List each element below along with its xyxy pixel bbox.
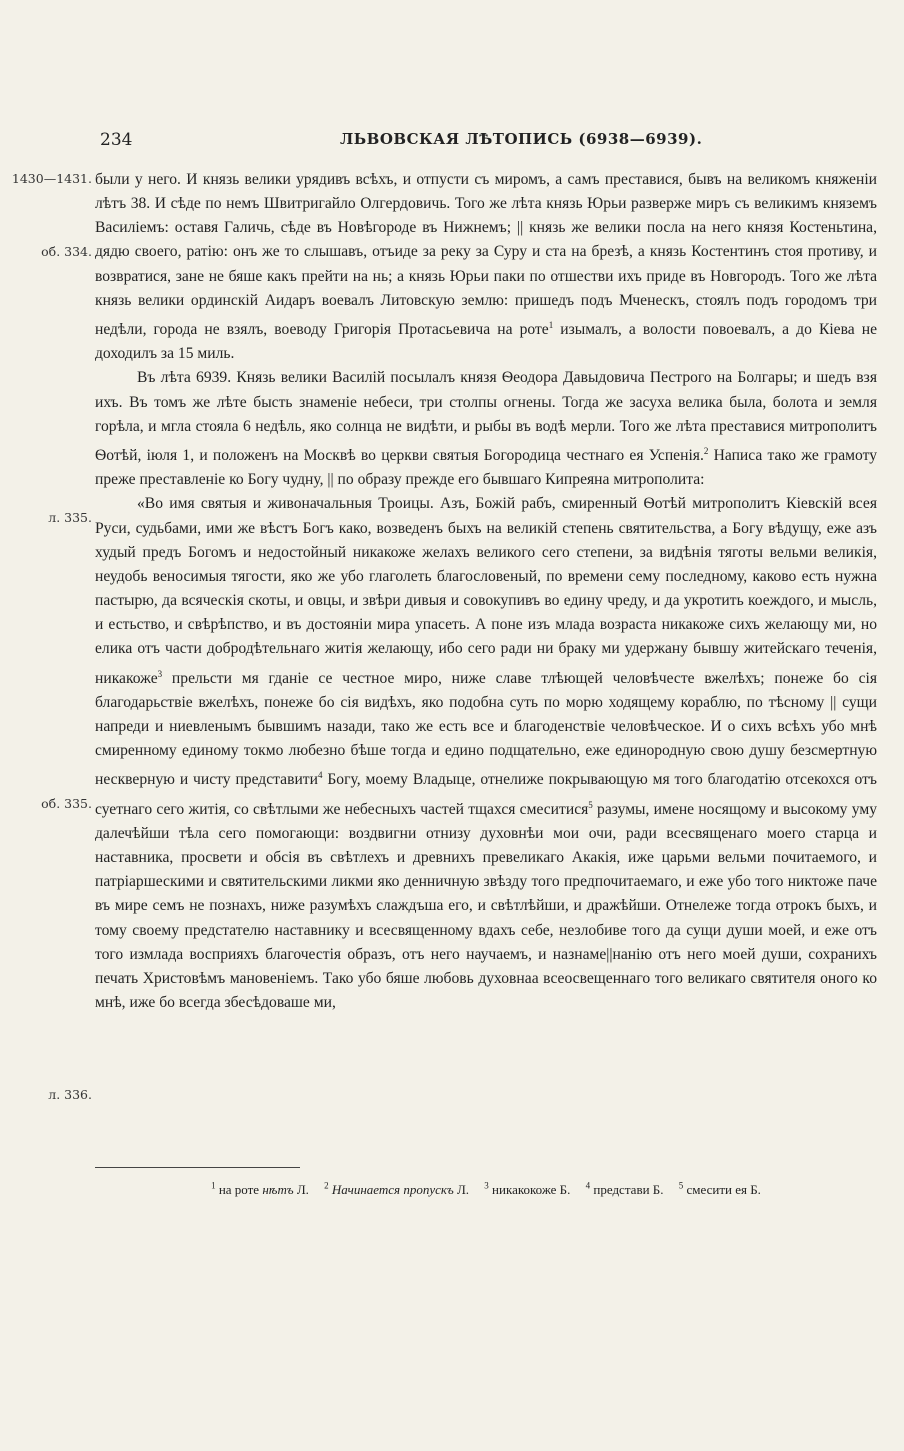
margin-folio-ob335: об. 335.	[41, 796, 92, 811]
main-text	[95, 168, 877, 1015]
footnotes	[95, 1181, 877, 1198]
footnote-2: $^2$ Начинается пропускъ Л.	[324, 1181, 470, 1198]
footnote-3: $^3$ никакокоже Б.	[484, 1181, 571, 1198]
margin-years: 1430—1431.	[11, 171, 92, 186]
running-title: ЛЬВОВСКАЯ ЛѢТОПИСЬ (6938—6939).	[340, 130, 703, 148]
footnote-ref-1: 1	[548, 319, 554, 330]
footnote-ref-2: 2	[703, 445, 709, 456]
page-header	[100, 130, 880, 154]
paragraph-2: Въ лѣта 6939. Князь велики Василій посылалъ князя Ѳеодора Давыдовича Пестрого на Болгары; и шедъ взя ихъ. Въ томъ же лѣте бысть знаменіе небеси, три столпы огнены. Тогда же засуха велика была, болота и земля горѣла, и мгла стояла 6 недѣль, яко солнца не видѣти, и рыбы въ водѣ мерли. Того же лѣта преставися митрополитъ Ѳотѣй, іюля 1, и положенъ на Москвѣ во церкви святыя Богородица честнаго ея Успенія.$^2$ Написа тако же грамоту преже преставленіе ко Богу чудну, || по образу прежде его бывшаго Кипреяна митрополита:	[95, 369, 877, 489]
paragraph-3: «Во имя святыя и живоначальныя Троицы. Азъ, Божій рабъ, смиренный Ѳотѣй митрополитъ Кіевскій всея Руси, судьбами, ими же вѣстъ Богъ како, возведенъ быхъ на великій степень святительства, а Богу вѣдущу, еже азъ худый предъ Богомъ и недостойный никакоже желахъ великого сего степени, за видѣнія тяготы вельми великія, неудобь веносимыя тягости, яко же убо глаголеть благословеный, по времени сему последному, каково есть нужна пастырю, да всяческія скоты, и овцы, и звѣри дивыя и совокупивъ во едину чреду, и да укротить коеждого, и мысль, и естьство, и свѣрѣпство, и въ достояніи мира упасеть. А поне изъ млада возраста никакоже сихъ желающу ми, но елика отъ части добродѣтельнаго житія желающу, ибо сего ради ни браку ми удержану бывшу житейскаго теченія, никакоже$^3$ прельсти мя гданіе се честное миро, ниже славе тлѣющей человѣчесте вжелѣхъ; понеже бо сія благодарьствіе вжелѣхъ, понеже бо сія видѣхъ, яко подобна суть по морю ходящему кораблю, по тѣсному || сущи напреди и ниевленымъ бывшимъ назади, тако же есть все и благоденствіе человѣческое. И о сихъ всѣхъ убо мнѣ смиренному единому токмо любезно бѣше тогда и едино подщательно, еже единородную свою душу безсмертную нескверную и чисту представити$^4$ Богу, моему Владыце, отнелиже покрывающую мя того благодатію отсекохся отъ суетнаго сего житія, со свѣтлыми же небесныхъ частей тщахся смеситися$^5$ разумы, имене носящому и высокому уму далечѣйши тѣла сего помогающи: воздвигни отнизу духовнѣи мои очи, ради всесвященаго моего старца и наставника, просвети и обсія въ свѣтлехъ и древнихъ превеликаго Акакія, иже царьми вельми почитаемого, и патріаршескими и святительскими ликми яко денничную звѣзду того предпочитаемаго, и еже убо того никтоже паче въ мире семъ не познахъ, ниже разумѣхъ слаждъша его, и свѣтлѣйши, и дражѣйши. Отнележе тогда отрокъ быхъ, и тому своему предстателю наставнику и всесвященному вдахъ себе, незлобиве того да сущи души моей, и еже отъ того измлада восприяхъ благочестія образъ, отъ него научаемъ, и назнаме||нанію отъ него моей души, сохранихъ печать Христовѣмъ мановеніемъ. Тако убо бяше любовь духовнаа всеосвещеннаго того великаго святителя оного ко мнѣ, иже бо всегда збесѣдоваше ми,	[95, 495, 877, 1012]
paragraph-1: были у него. И князь велики урядивъ всѣхъ, и отпусти съ миромъ, а самъ преставися, бывъ на великомъ княженіи лѣтъ 38. И сѣде по немъ Швитригайло Олгердовичь. Того же лѣта князь Юрьи разверже миръ съ великимъ княземъ Василіемъ: оставя Галичь, сѣде въ Новѣгороде въ Нижнемъ; || князь же велики посла на него князя Костеньтина, дядю своего, ратію: онъ же то слышавъ, отъиде за реку за Суру и ста на брезѣ, а князь Костентинъ стоя противу, и возвратися, зане не бяше какъ прейти на нь; а князь Юрьи паки по отшестви ихъ приде въ Новгородъ. Того же лѣта князь велики ординскій Аидаръ воевалъ Литовскую землю: пришедъ подъ Мченескъ, стоялъ подъ городомъ три недѣли, города не взялъ, воеводу Григорія Протасьевича на роте$^1$ изымалъ, а волости повоевалъ, а до Кіева не доходилъ за 15 миль.	[95, 171, 878, 363]
footnote-4: $^4$ представи Б.	[585, 1181, 664, 1198]
footnote-1: $^1$ на роте нѣтъ Л.	[211, 1181, 309, 1198]
margin-folio-ob334: об. 334.	[41, 244, 92, 259]
margin-folio-l336: л. 336.	[48, 1087, 92, 1102]
margin-folio-l335: л. 335.	[48, 510, 92, 525]
footnote-ref-4: 4	[317, 770, 323, 781]
footnote-divider	[95, 1167, 300, 1168]
footnote-ref-5: 5	[588, 799, 593, 810]
footnote-5: $^5$ смесити ея Б.	[678, 1181, 761, 1198]
page-number: 234	[100, 130, 133, 150]
footnote-ref-3: 3	[157, 668, 163, 679]
